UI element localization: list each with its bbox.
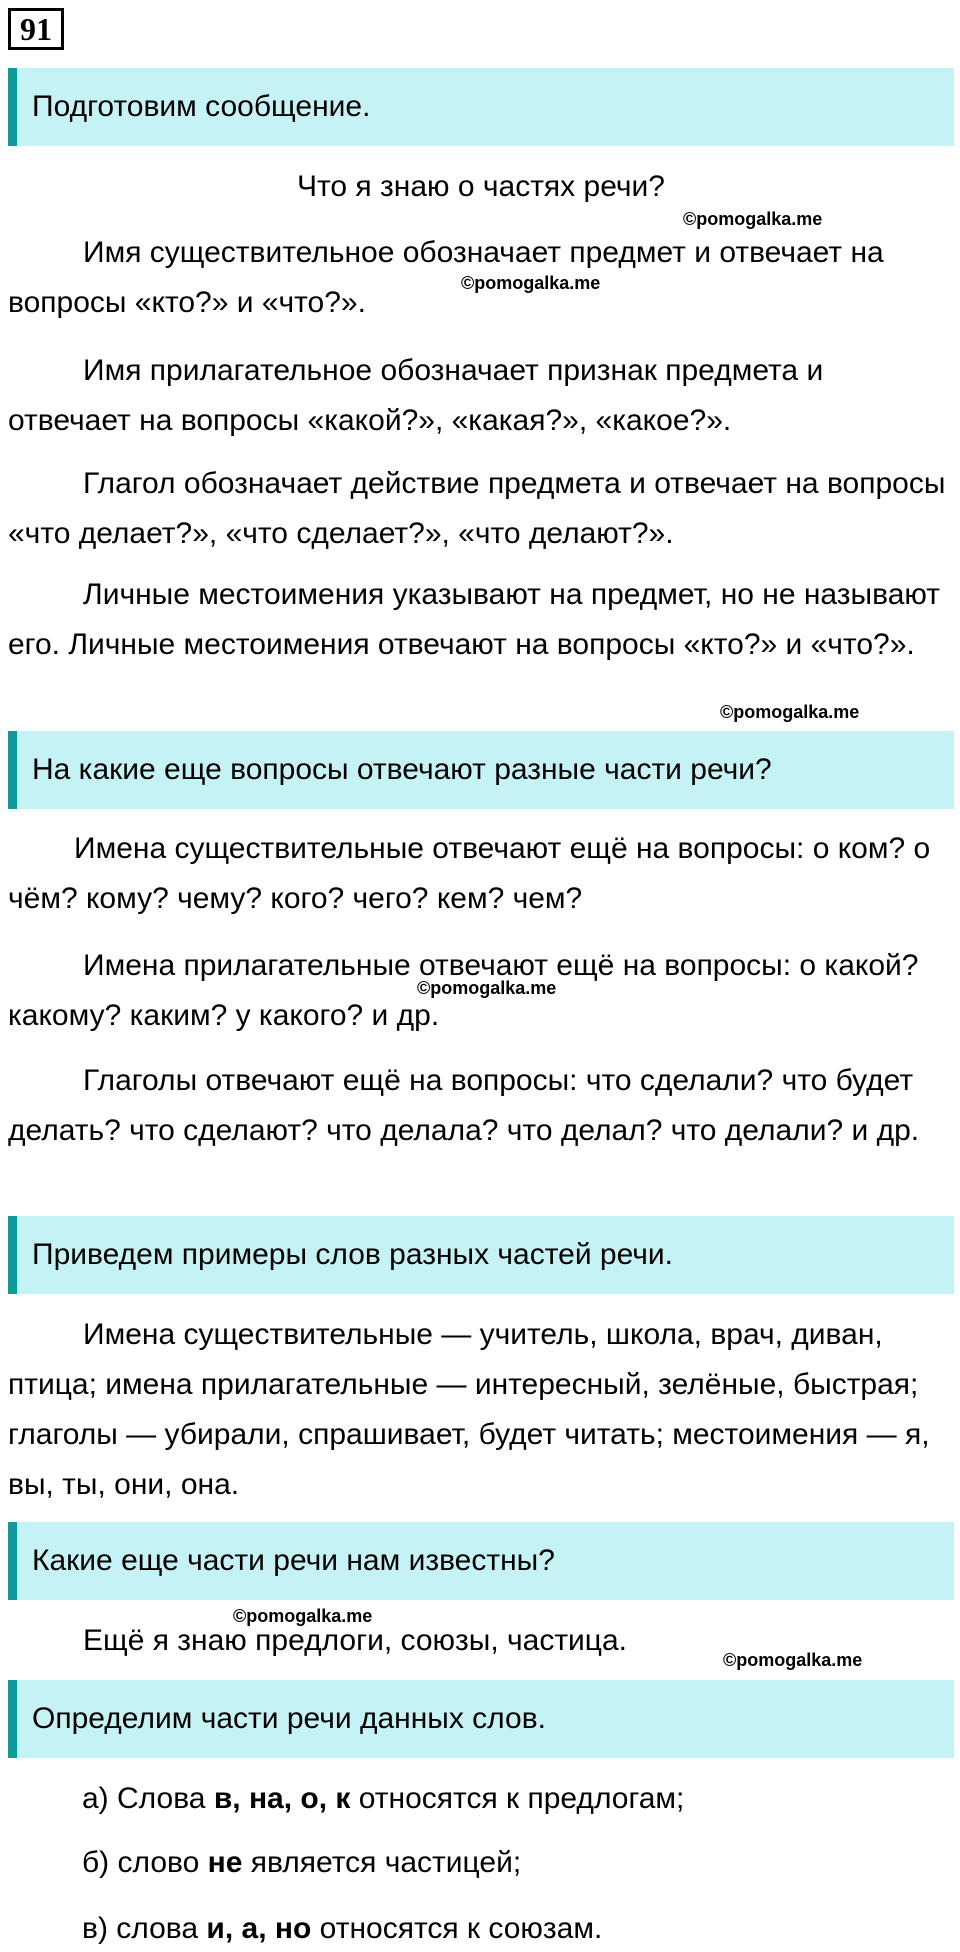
paragraph-known-parts: Ещё я знаю предлоги, союзы, частица. <box>83 1624 628 1657</box>
watermark: ©pomogalka.me <box>417 978 557 998</box>
paragraph-examples: Имена существительные — учитель, школа, врач, диван, птица; имена прилагательные — интересный, зелёные, быстрая; глаголы — убирали, спрашивает, будет читать; местоимения — я, вы, ты, они, она. <box>8 1318 930 1501</box>
paragraph-pronoun: Личные местоимения указывают на предмет, но не называют его. Личные местоимения отвечают на вопросы «кто?» и «что?». <box>8 578 940 661</box>
task-number: 91 <box>8 8 64 50</box>
list-item-particle: б) слово не является частицей; <box>82 1846 522 1879</box>
paragraph-nouns-questions: Имена существительные отвечают ещё на вопросы: о ком? о чём? кому? чему? кого? чего? кем? чем? <box>8 832 931 915</box>
section-heading-examples: Приведем примеры слов разных частей речи. <box>8 1216 954 1294</box>
section-heading-other-questions: На какие еще вопросы отвечают разные части речи? <box>8 731 954 809</box>
watermark: ©pomogalka.me <box>720 702 860 722</box>
section-title: Что я знаю о частях речи? <box>297 170 665 203</box>
paragraph-adjectives-questions: Имена прилагательные отвечают ещё на вопросы: о какой? какому? каким? у какого? и др. <box>8 949 919 1032</box>
watermark: ©pomogalka.me <box>461 273 601 293</box>
paragraph-verbs-questions: Глаголы отвечают ещё на вопросы: что сделали? что будет делать? что сделают? что делала? что делал? что делали? и др. <box>8 1064 920 1147</box>
bold-words: в, на, о, к <box>213 1782 351 1815</box>
bold-words: не <box>207 1846 243 1879</box>
paragraph-adjective: Имя прилагательное обозначает признак предмета и отвечает на вопросы «какой?», «какая?», «какое?». <box>8 354 824 437</box>
watermark: ©pomogalka.me <box>233 1606 373 1626</box>
list-item-prepositions: а) Слова в, на, о, к относятся к предлогам; <box>82 1782 685 1815</box>
section-heading-prepare-message: Подготовим сообщение. <box>8 68 954 146</box>
list-item-conjunctions: в) слова и, а, но относятся к союзам. <box>82 1912 603 1945</box>
bold-words: и, а, но <box>206 1912 312 1945</box>
paragraph-noun: Имя существительное обозначает предмет и отвечает на вопросы «кто?» и «что?». <box>8 236 884 319</box>
section-heading-known-parts: Какие еще части речи нам известны? <box>8 1522 954 1600</box>
watermark: ©pomogalka.me <box>723 1650 863 1670</box>
watermark: ©pomogalka.me <box>683 209 823 229</box>
paragraph-verb: Глагол обозначает действие предмета и отвечает на вопросы «что делает?», «что сделает?», «что делают?». <box>8 467 946 550</box>
section-heading-determine: Определим части речи данных слов. <box>8 1680 954 1758</box>
